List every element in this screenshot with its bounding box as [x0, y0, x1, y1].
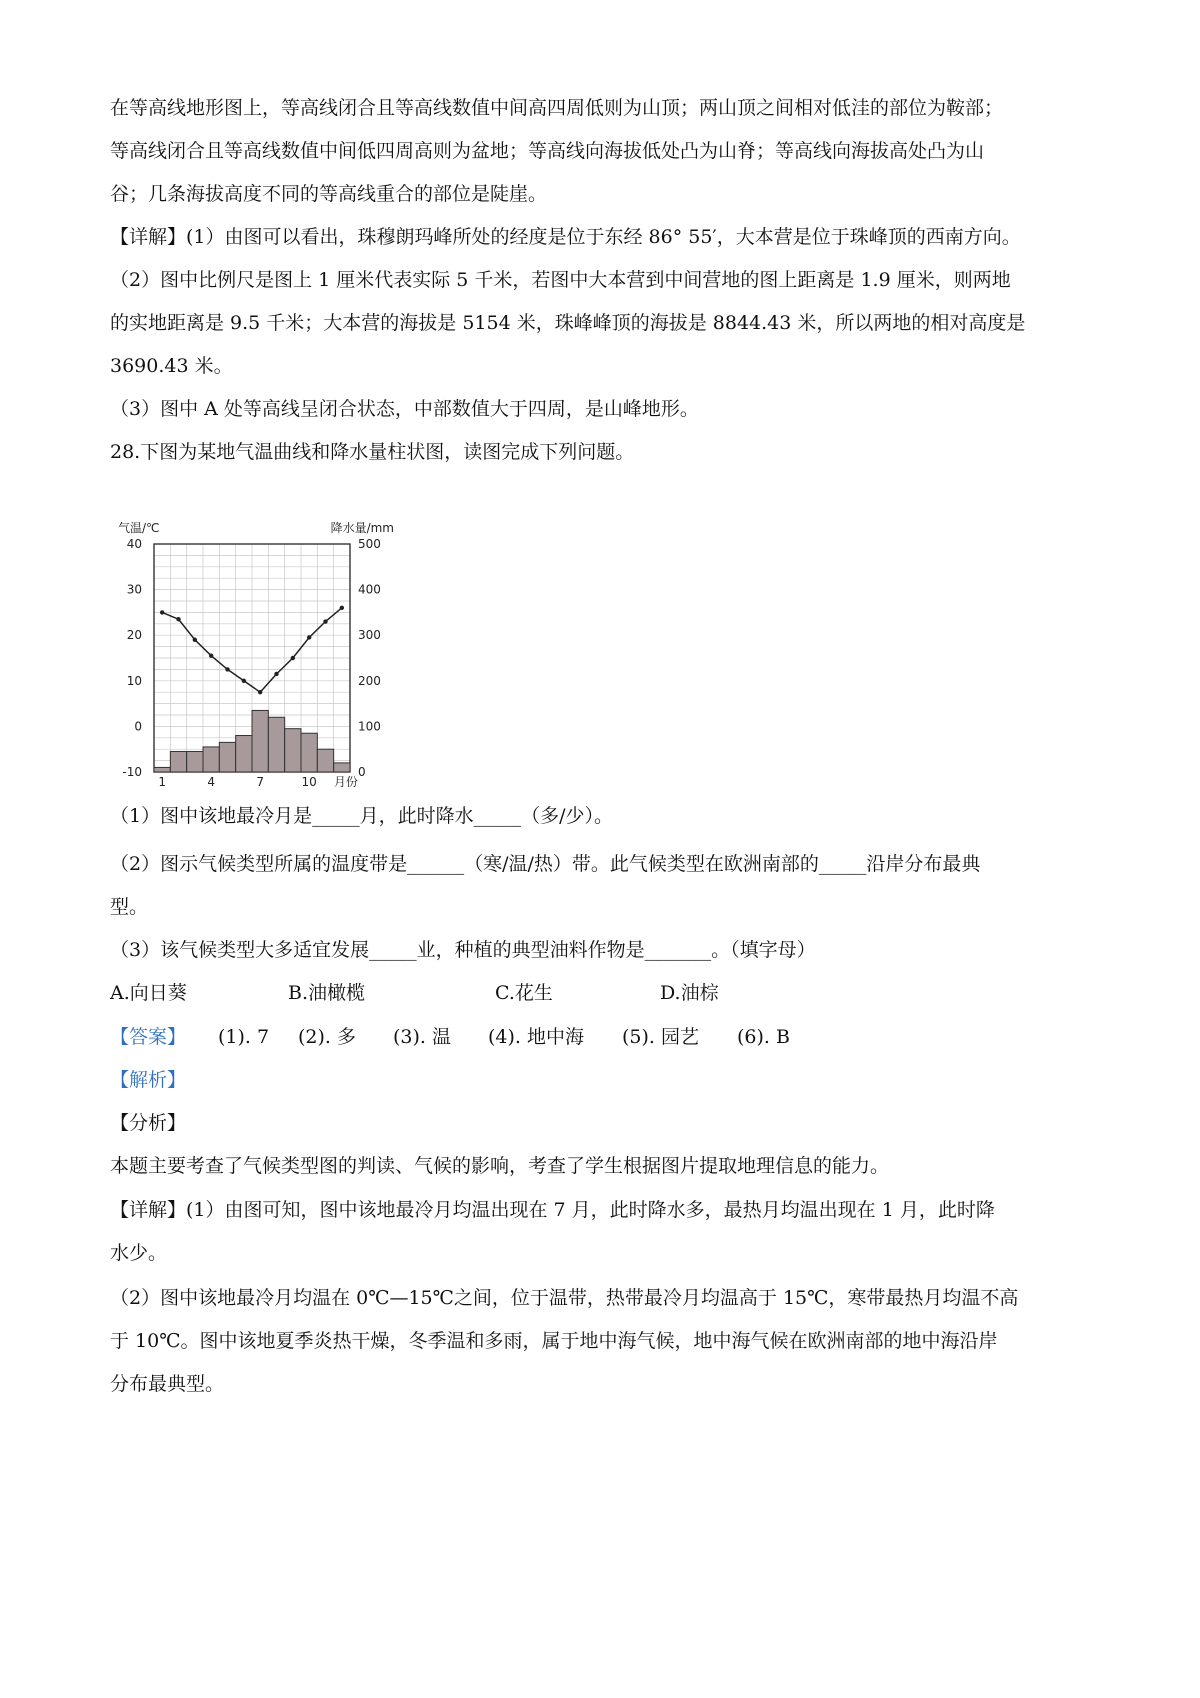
climate-chart	[118, 520, 398, 790]
answer-item-3: (3). 温	[393, 1026, 451, 1048]
detail-2-line-2: 的实地距离是 9.5 千米；大本营的海拔是 5154 米，珠峰峰顶的海拔是 8844.43 米，所以两地的相对高度是	[110, 312, 1026, 334]
precipitation-bar	[285, 729, 301, 772]
intro-line-2: 等高线闭合且等高线数值中间低四周高则为盆地；等高线向海拔低处凸为山脊；等高线向海拔高处凸为山	[110, 140, 985, 162]
x-axis-label: 月份	[333, 775, 358, 789]
temperature-point	[176, 617, 180, 621]
question-2-line-2: 型。	[110, 896, 149, 918]
temperature-point	[323, 619, 327, 623]
left-tick-label: 30	[126, 582, 142, 597]
precipitation-bar	[203, 747, 219, 772]
intro-line-3: 谷；几条海拔高度不同的等高线重合的部位是陡崖。	[110, 183, 548, 205]
right-tick-label: 200	[358, 673, 381, 688]
question-1: （1）图中该地最冷月是_____月，此时降水_____（多/少）。	[110, 805, 613, 827]
temperature-point	[307, 635, 311, 639]
temperature-point	[225, 667, 229, 671]
answer-label: 【答案】	[110, 1026, 187, 1048]
answer-item-2: (2). 多	[298, 1026, 356, 1048]
answer-item-4: (4). 地中海	[488, 1026, 584, 1048]
right-tick-label: 500	[358, 537, 381, 551]
option-b: B.油橄榄	[288, 982, 366, 1004]
option-a: A.向日葵	[110, 982, 187, 1004]
x-tick-label: 4	[207, 775, 215, 789]
analysis-detail-2-line-1: （2）图中该地最冷月均温在 0℃—15℃之间，位于温带，热带最冷月均温高于 15℃，寒带最热月均温不高	[110, 1287, 1019, 1309]
fenxi-text: 本题主要考查了气候类型图的判读、气候的影响，考查了学生根据图片提取地理信息的能力。	[110, 1155, 890, 1177]
detail-2-line-3: 3690.43 米。	[110, 355, 233, 377]
left-tick-label: 20	[126, 628, 142, 643]
precipitation-bar	[301, 733, 317, 772]
question-2-line-1: （2）图示气候类型所属的温度带是______（寒/温/热）带。此气候类型在欧洲南部的_____沿岸分布最典	[110, 853, 981, 875]
analysis-label: 【解析】	[110, 1069, 187, 1091]
temperature-point	[258, 690, 262, 694]
fenxi-label: 【分析】	[110, 1112, 187, 1134]
x-tick-label: 10	[301, 775, 317, 789]
right-tick-label: 300	[358, 628, 381, 643]
analysis-detail-2-line-2: 于 10℃。图中该地夏季炎热干燥，冬季温和多雨，属于地中海气候，地中海气候在欧洲南部的地中海沿岸	[110, 1330, 998, 1352]
question-3: （3）该气候类型大多适宜发展_____业，种植的典型油料作物是_______。（填字母）	[110, 939, 816, 961]
precipitation-bar	[334, 763, 350, 772]
precipitation-bar	[252, 710, 268, 772]
answer-item-5: (5). 园艺	[622, 1026, 699, 1048]
precipitation-bar	[187, 751, 203, 772]
temperature-point	[242, 679, 246, 683]
precipitation-bar	[154, 767, 170, 772]
left-tick-label: 0	[134, 719, 142, 734]
left-tick-label: 40	[126, 537, 142, 551]
analysis-detail-1-line-2: 水少。	[110, 1242, 168, 1264]
right-axis-label: 降水量/mm	[330, 521, 394, 535]
precipitation-bars	[154, 710, 350, 772]
precipitation-bar	[268, 717, 284, 772]
temperature-point	[291, 656, 295, 660]
temperature-point	[340, 606, 344, 610]
option-d: D.油棕	[660, 982, 719, 1004]
question-title: 28.下图为某地气温曲线和降水量柱状图，读图完成下列问题。	[110, 441, 635, 463]
left-tick-label: -10	[122, 765, 142, 779]
detail-3: （3）图中 A 处等高线呈闭合状态，中部数值大于四周，是山峰地形。	[110, 398, 699, 420]
right-tick-label: 0	[358, 765, 366, 779]
detail-2-line-1: （2）图中比例尺是图上 1 厘米代表实际 5 千米，若图中大本营到中间营地的图上距离是 1.9 厘米，则两地	[110, 269, 1011, 291]
right-tick-label: 400	[358, 582, 381, 597]
answer-item-6: (6). B	[737, 1026, 790, 1048]
x-tick-label: 7	[256, 775, 264, 789]
intro-line-1: 在等高线地形图上，等高线闭合且等高线数值中间高四周低则为山顶；两山顶之间相对低洼的部位为鞍部；	[110, 97, 1004, 119]
precipitation-bar	[170, 751, 186, 772]
option-c: C.花生	[495, 982, 553, 1004]
precipitation-bar	[236, 736, 252, 772]
temperature-point	[209, 654, 213, 658]
precipitation-bar	[317, 749, 333, 772]
left-tick-label: 10	[126, 673, 142, 688]
answer-item-1: (1). 7	[218, 1026, 270, 1048]
right-tick-label: 100	[358, 719, 381, 734]
temperature-point	[193, 638, 197, 642]
left-axis-label: 气温/℃	[118, 521, 160, 535]
x-tick-label: 1	[158, 775, 166, 789]
analysis-detail-1-line-1: 【详解】(1）由图可知，图中该地最冷月均温出现在 7 月，此时降水多，最热月均温出现在 1 月，此时降	[110, 1199, 995, 1221]
precipitation-bar	[219, 742, 235, 772]
temperature-point	[274, 672, 278, 676]
analysis-detail-2-line-3: 分布最典型。	[110, 1373, 225, 1395]
temperature-point	[160, 610, 164, 614]
detail-1: 【详解】(1）由图可以看出，珠穆朗玛峰所处的经度是位于东经 86° 55′，大本营是位于珠峰顶的西南方向。	[110, 226, 1021, 248]
